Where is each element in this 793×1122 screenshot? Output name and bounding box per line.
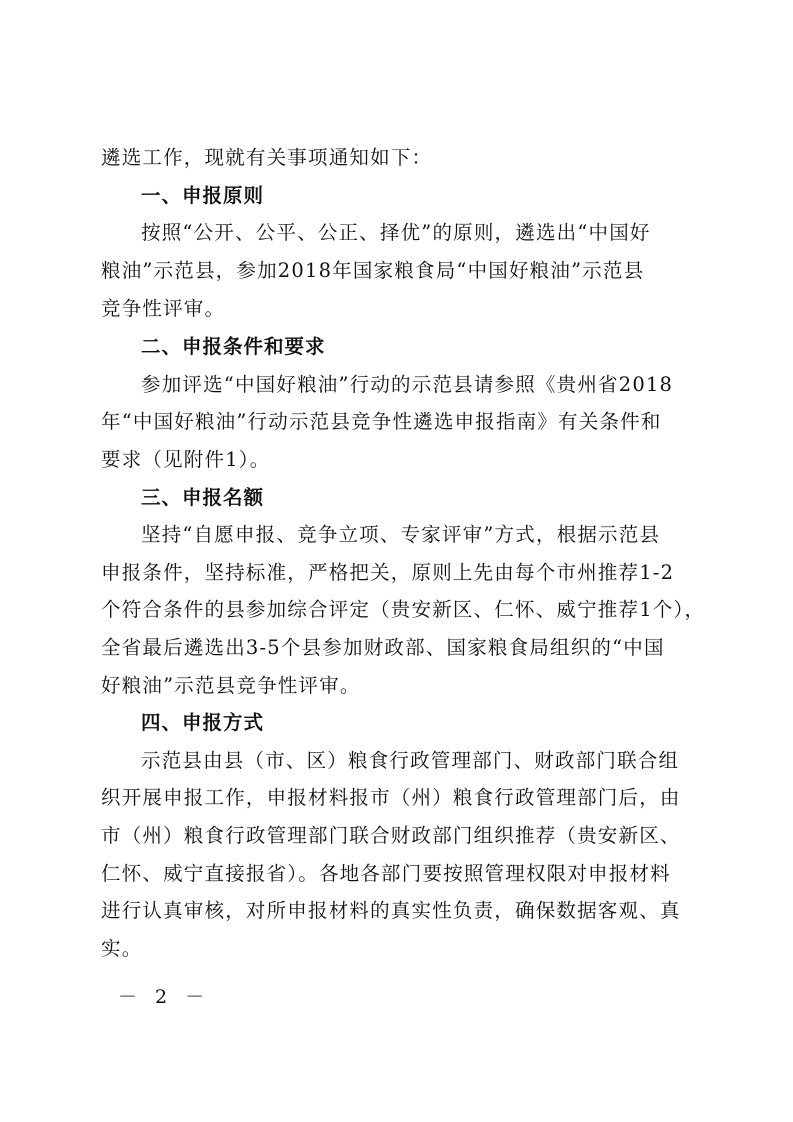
section-4-line-6: 实。: [101, 937, 143, 960]
section-4-heading: 四、申报方式: [141, 711, 265, 734]
section-1-line-1: 按照“公开、公平、公正、择优”的原则，遴选出“中国好: [141, 221, 651, 244]
section-3-line-4: 全省最后遴选出3-5个县参加财政部、国家粮食局组织的“中国: [101, 636, 665, 659]
section-2-line-3: 要求（见附件1）。: [101, 448, 271, 471]
section-1-heading: 一、申报原则: [141, 184, 265, 207]
section-4-line-1: 示范县由县（市、区）粮食行政管理部门、财政部门联合组: [141, 749, 680, 772]
section-2-line-2: 年“中国好粮油”行动示范县竞争性遴选申报指南》有关条件和: [101, 410, 662, 433]
intro-text: 遴选工作，现就有关事项通知如下：: [101, 146, 433, 169]
section-1-line-2: 粮油”示范县，参加2018年国家粮食局“中国好粮油”示范县: [101, 259, 645, 282]
section-4-line-2: 织开展申报工作，申报材料报市（州）粮食行政管理部门后，由: [101, 786, 681, 809]
section-3-heading: 三、申报名额: [141, 486, 265, 509]
section-3-line-3: 个符合条件的县参加综合评定（贵安新区、仁怀、威宁推荐1个），: [101, 598, 706, 621]
section-2-heading: 二、申报条件和要求: [141, 335, 326, 358]
section-3-line-1: 坚持“自愿申报、竞争立项、专家评审”方式，根据示范县: [141, 523, 661, 546]
section-2-line-1: 参加评选“中国好粮油”行动的示范县请参照《贵州省2018: [141, 373, 674, 396]
section-3-line-5: 好粮油”示范县竞争性评审。: [101, 674, 361, 697]
section-4-line-5: 进行认真审核，对所申报材料的真实性负责，确保数据客观、真: [101, 899, 681, 922]
section-3-line-2: 申报条件，坚持标准，严格把关，原则上先由每个市州推荐1-2: [101, 561, 675, 584]
section-4-line-4: 仁怀、威宁直接报省）。各地各部门要按照管理权限对申报材料: [101, 862, 671, 885]
section-4-line-3: 市（州）粮食行政管理部门联合财政部门组织推荐（贵安新区、: [101, 824, 681, 847]
page-number: － 2 －: [118, 986, 211, 1008]
section-1-line-3: 竞争性评审。: [101, 297, 226, 320]
